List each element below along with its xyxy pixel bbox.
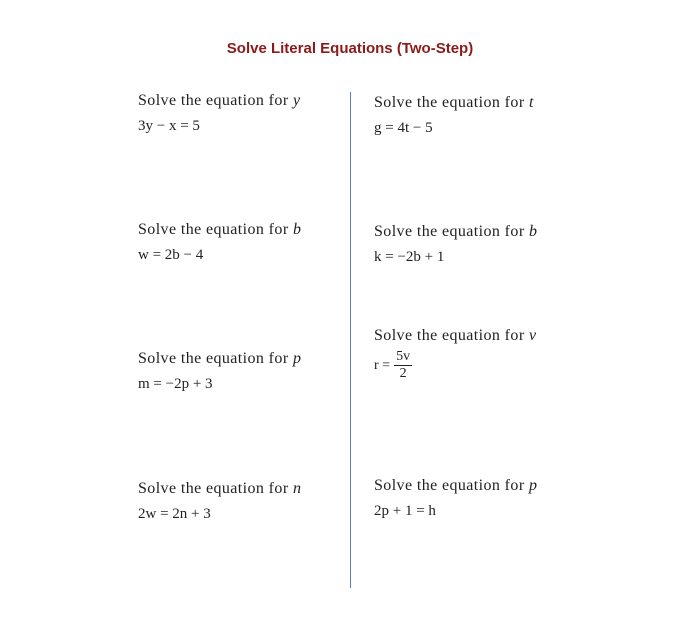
problem-prompt: Solve the equation for b [374, 223, 538, 240]
problem-left-3 [138, 350, 301, 393]
equation: 2p + 1 = h [374, 503, 436, 519]
equation: 3y − x = 5 [138, 118, 200, 134]
equation: 2w = 2n + 3 [138, 506, 211, 522]
equation: k = −2b + 1 [374, 249, 445, 265]
equation-lhs: r = [374, 357, 391, 373]
problem-prompt: Solve the equation for b [138, 221, 302, 238]
problem-right-3 [374, 327, 536, 382]
problem-prompt: Solve the equation for t [374, 94, 534, 111]
problem-right-4 [374, 477, 537, 520]
problem-prompt: Solve the equation for v [374, 327, 537, 344]
problem-prompt: Solve the equation for n [138, 480, 302, 497]
problem-right-2 [374, 223, 537, 266]
target-variable: t [528, 94, 534, 111]
equation: g = 4t − 5 [374, 120, 433, 136]
fraction-numerator: 5v [396, 349, 411, 364]
problem-prompt: Solve the equation for p [138, 350, 302, 367]
target-variable: p [292, 350, 302, 367]
target-variable: n [292, 480, 302, 497]
equation: m = −2p + 3 [138, 376, 213, 392]
problem-right-1 [374, 94, 534, 137]
target-variable: b [528, 223, 538, 240]
target-variable: b [292, 221, 302, 238]
target-variable: v [528, 327, 537, 344]
problem-left-1 [138, 92, 300, 135]
target-variable: p [528, 477, 538, 494]
worksheet-title: Solve Literal Equations (Two-Step) [226, 40, 474, 57]
problem-prompt: Solve the equation for y [138, 92, 301, 109]
fraction [394, 349, 412, 382]
column-divider [350, 92, 351, 588]
problem-prompt: Solve the equation for p [374, 477, 538, 494]
target-variable: y [292, 92, 301, 109]
fraction-denominator: 2 [399, 366, 407, 381]
fraction-equation [374, 349, 536, 382]
problem-left-2 [138, 221, 301, 264]
equation: w = 2b − 4 [138, 247, 204, 263]
problem-left-4 [138, 480, 301, 523]
